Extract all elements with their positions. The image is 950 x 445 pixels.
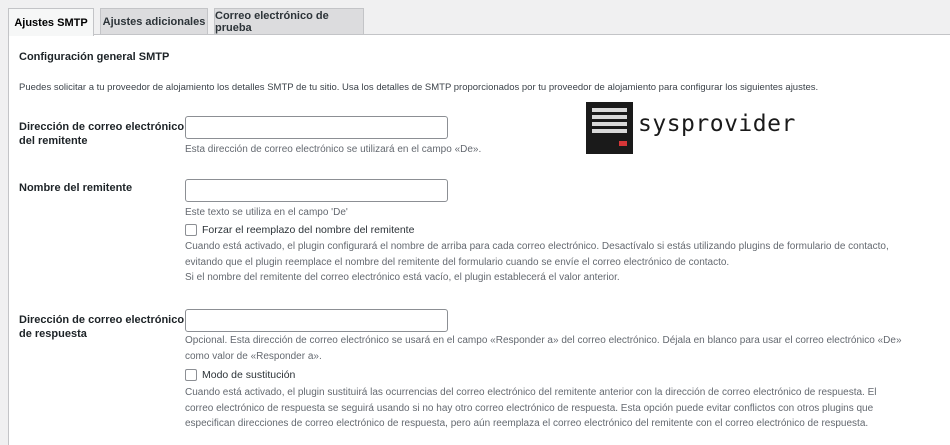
tab-ajustes-adicionales[interactable]: Ajustes adicionales [100,8,208,35]
from-email-label: Dirección de correo electrónico del remitente [19,121,185,147]
force-from-name-label[interactable]: Forzar el reemplazo del nombre del remitente [202,224,415,236]
substitution-mode-checkbox[interactable] [185,369,197,381]
from-email-input[interactable] [185,116,448,139]
reply-to-input[interactable] [185,309,448,332]
logo-text: sysprovider [638,111,796,137]
reply-to-label: Dirección de correo electrónico de respuesta [19,314,185,340]
from-name-label: Nombre del remitente [19,182,133,194]
substitution-mode-description: Cuando está activado, el plugin sustituirá las ocurrencias del correo electrónico del remitente anterior con la dirección de correo electrónico de respuesta. El correo electrónico de respuesta se seguirá usando si no hay otro correo electrónico de respuesta. Esta opción puede evitar conflictos con otros plugins que especifican direcciones de correo electrónico de respuesta, pero aún reemplaza el correo electrónico del remitente con el correo electrónico de respuesta. [185,387,877,429]
sysprovider-logo [586,102,796,154]
section-intro: Puedes solicitar a tu proveedor de alojamiento los detalles SMTP de tu sitio. Usa los detalles de SMTP proporcionados por tu proveedor de alojamiento para configurar los siguientes ajustes. [19,82,819,93]
force-from-name-description: Cuando está activado, el plugin configurará el nombre de arriba para cada correo electrónico. Desactívalo si estás utilizando plugins de formulario de contacto, evitando que el plugin reemplace el nombre del remitente del formulario cuando se envíe el correo electrónico de contacto. Si el nombre del remitente del correo electrónico está vacío, el plugin establecerá el valor anterior. [185,241,889,283]
reply-to-description: Opcional. Esta dirección de correo electrónico se usará en el campo «Responder a» del correo electrónico. Déjala en blanco para usar el correo electrónico «De» como valor de «Responder a». [185,335,902,362]
tab-ajustes-smtp[interactable]: Ajustes SMTP [8,8,94,36]
force-from-name-checkbox[interactable] [185,224,197,236]
from-name-input[interactable] [185,179,448,202]
tab-correo-prueba[interactable]: Correo electrónico de prueba [214,8,364,35]
from-name-description: Este texto se utiliza en el campo 'De' [185,207,348,218]
settings-panel [8,34,950,445]
from-email-description: Esta dirección de correo electrónico se utilizará en el campo «De». [185,144,482,155]
substitution-mode-label[interactable]: Modo de sustitución [202,369,296,381]
server-rack-icon [586,102,633,154]
section-title: Configuración general SMTP [19,51,170,63]
